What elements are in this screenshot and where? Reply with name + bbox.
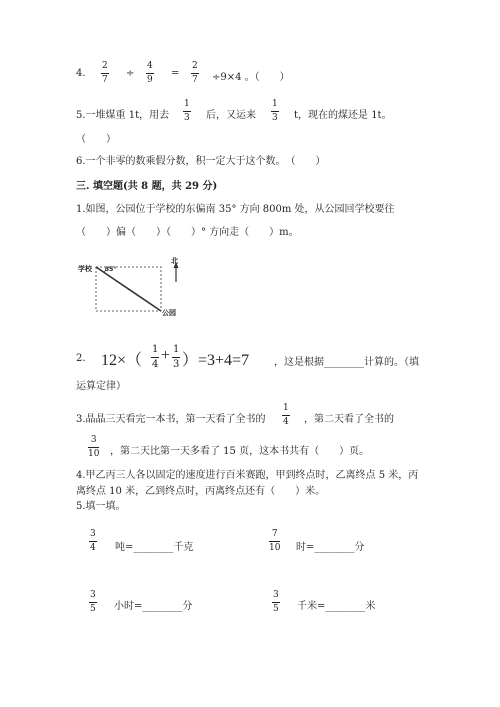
judge-q6-text: 6.一个非零的数乘假分数，积一定大于这个数。 （ ） [76, 156, 326, 167]
fill-q2-fraction-1: $\frac{1}{4}$ [152, 344, 159, 370]
fill-q2-fraction-2: $\frac{1}{3}$ [173, 344, 180, 370]
fill-q5-title: 5.填一填。 [76, 501, 126, 512]
judge-q5-tail: t，现在的煤还是 1t。 [294, 110, 392, 121]
park-label: 公园 [162, 309, 176, 317]
fill-q5-item-4-fraction: $\frac{3}{5}$ [273, 590, 279, 614]
fill-q5-item-1-fraction: $\frac{3}{4}$ [90, 529, 96, 553]
angle-label: 35° [105, 266, 117, 273]
judge-q5-answer-parens: （ ） [76, 134, 116, 145]
fill-q2-plus: + [161, 347, 171, 364]
judge-q4-equals: = [171, 68, 180, 79]
judge-q4-fraction-1: $\frac{2}{7}$ [102, 61, 108, 85]
fill-q3-tail: ，第二天比第一天多看了 15 页，这本书共有（ ）页。 [110, 446, 370, 457]
judge-q5-fraction-1: $\frac{1}{3}$ [184, 99, 190, 123]
fill-q3-fraction-1: $\frac{1}{4}$ [283, 403, 289, 427]
fill-q2-expr-tail: ）=3+4=7 [182, 352, 250, 369]
fill-q2-number: 2. [76, 353, 86, 364]
fill-q1-line2: （ ）偏（ ）（ ）° 方向走（ ）m。 [76, 227, 299, 238]
fill-q5-item-2-text: 时=________分 [296, 542, 365, 553]
fill-q5-item-2-fraction: $\frac{7}{10}$ [269, 529, 281, 553]
judge-q5-lead: 5.一堆煤重 1t，用去 [76, 110, 170, 121]
judge-q4-fraction-2: $\frac{4}{9}$ [147, 61, 153, 85]
fill-q4-line1: 4.甲乙丙三人各以固定的速度进行百米赛跑，甲到终点时，乙离终点 5 米，丙 [76, 470, 419, 481]
fill-q2-line2: 运算定律） [76, 381, 126, 392]
route-line [96, 267, 161, 311]
direction-figure [76, 256, 196, 318]
fill-q3-mid: ，第二天看了全书的 [304, 414, 394, 425]
fill-q3-fraction-2: $\frac{3}{10}$ [88, 435, 100, 459]
north-label: 北 [171, 257, 178, 265]
school-label: 学校 [78, 265, 92, 273]
fill-q4-line2: 离终点 10 米，乙到终点时，丙离终点还有（ ）米。 [76, 486, 326, 497]
judge-q4-fraction-3: $\frac{2}{7}$ [192, 61, 198, 85]
fill-q3-lead: 3.晶晶三天看完一本书，第一天看了全书的 [76, 414, 266, 425]
fill-q1-line1: 1.如图，公园位于学校的东偏南 35° 方向 800m 处，从公园回学校要往 [76, 204, 395, 215]
judge-q4-divide: ÷ [126, 68, 135, 79]
judge-q5-fraction-2: $\frac{1}{3}$ [272, 99, 278, 123]
judge-q5-mid: 后，又运来 [206, 110, 256, 121]
judge-q4-tail: ÷9×4 。（ ） [212, 72, 290, 83]
fill-q2-text: ，这是根据________计算的。（填 [274, 357, 419, 368]
judge-q4-number: 4. [76, 68, 86, 79]
fill-q5-item-1-text: 吨=________千克 [115, 542, 194, 553]
fill-q2-expr-lead: 12×（ [101, 352, 143, 369]
fill-q5-item-3-text: 小时=________分 [114, 601, 193, 612]
fill-q5-item-3-fraction: $\frac{3}{5}$ [90, 590, 96, 614]
section-heading: 三. 填空题(共 8 题，共 29 分) [76, 181, 218, 192]
figure-drawing [76, 256, 196, 318]
fill-q5-item-4-text: 千米=________米 [297, 601, 376, 612]
